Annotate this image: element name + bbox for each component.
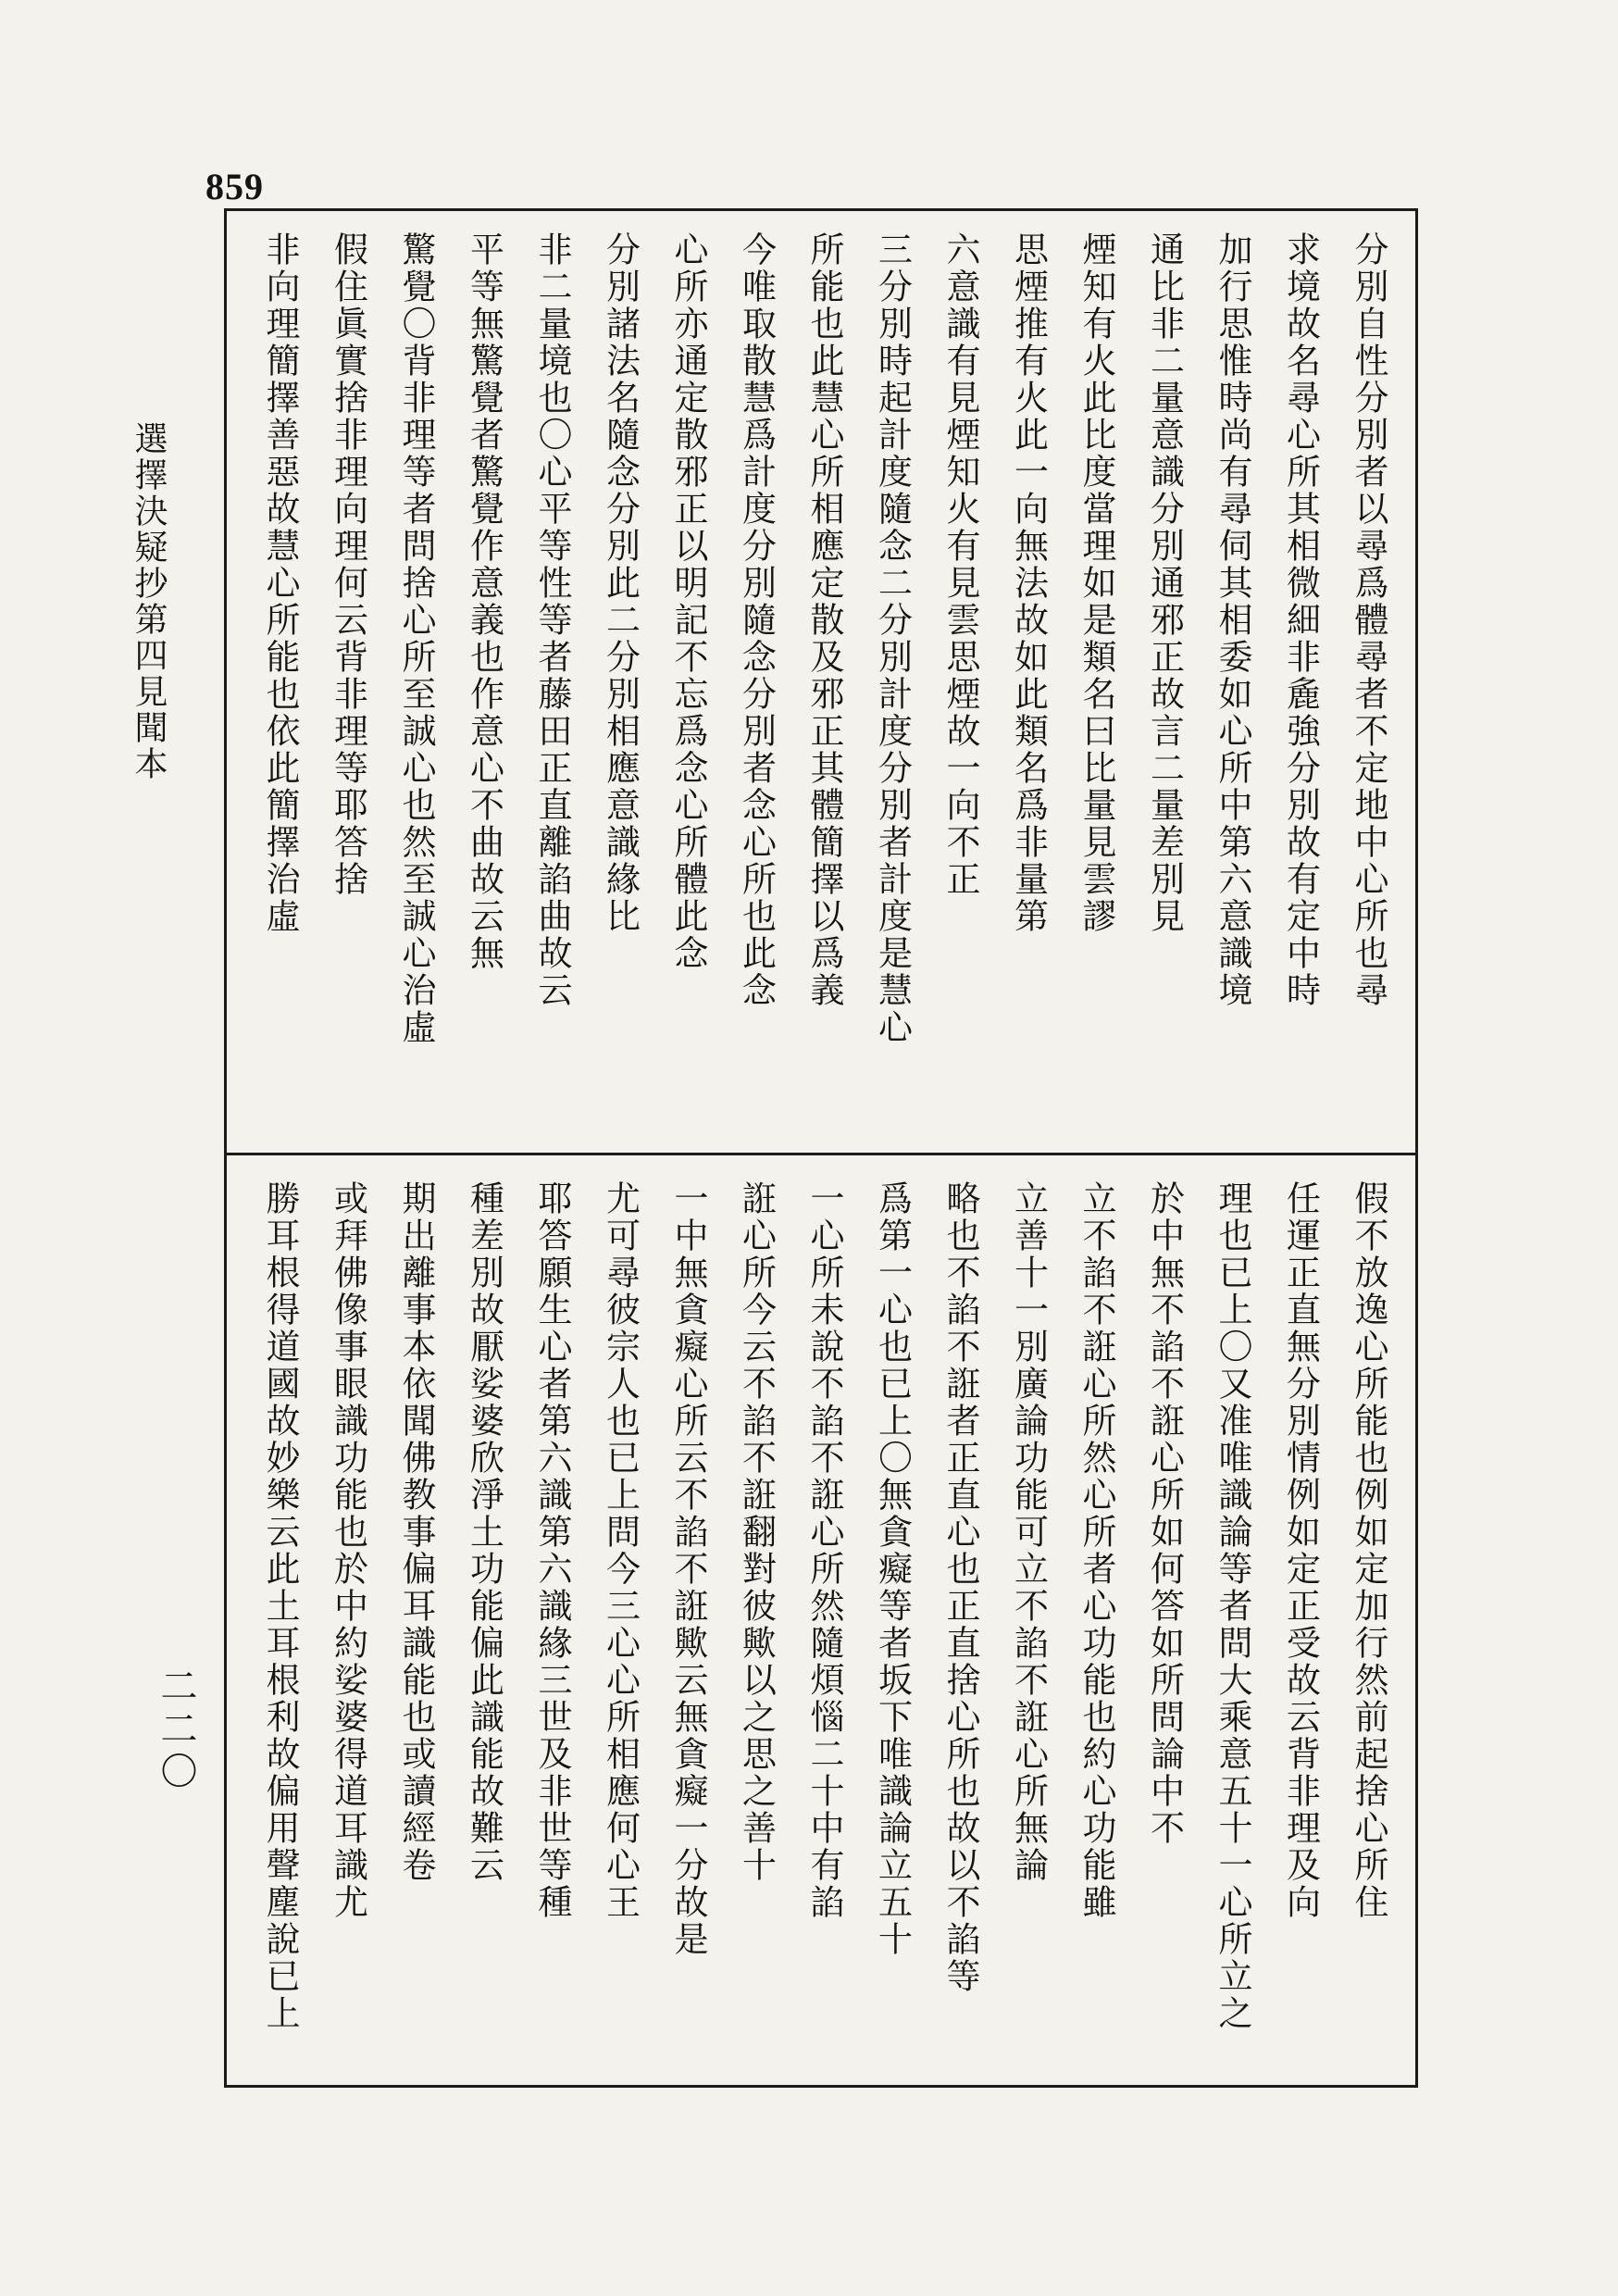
text-column: 任運正直無分別情例如定正受故云背非理及向 — [1280, 1180, 1321, 1921]
block-divider — [227, 1153, 1415, 1155]
text-column: 求境故名尋心所其相微細非麁強分別故有定中時 — [1280, 231, 1321, 1009]
text-column: 立不諂不誑心所然心所者心功能也約心功能雖 — [1077, 1180, 1116, 1921]
text-column: 煙知有火此比度當理如是類名曰比量見雲謬 — [1077, 231, 1116, 935]
text-column: 心所亦通定散邪正以明記不忘爲念心所體此念 — [668, 231, 708, 972]
text-column: 所能也此慧心所相應定散及邪正其體簡擇以爲義 — [804, 231, 844, 1009]
text-column: 非向理簡擇善惡故慧心所能也依此簡擇治虛 — [260, 231, 300, 935]
text-column: 加行思惟時尚有尋伺其相委如心所中第六意識境 — [1213, 231, 1252, 1009]
text-column: 種差別故厭娑婆欣淨土功能偏此識能故難云 — [464, 1180, 504, 1884]
text-column: 假不放逸心所能也例如定加行然前起捨心所住 — [1349, 1180, 1388, 1921]
text-column: 耶答願生心者第六識第六識緣三世及非世等種 — [532, 1180, 572, 1921]
text-column: 三分別時起計度隨念二分別計度分別者計度是慧心 — [872, 231, 913, 1046]
text-column: 假住眞實捨非理向理何云背非理等耶答捨 — [328, 231, 368, 898]
running-title: 選擇決疑抄第四見聞本 — [130, 421, 168, 782]
text-column: 一中無貪癡心所云不諂不誑歟云無貪癡一分故是 — [668, 1180, 708, 1958]
text-frame — [224, 208, 1418, 2088]
text-column: 通比非二量意識分別通邪正故言二量差別見 — [1144, 231, 1185, 935]
text-column: 六意識有見煙知火有見雲思煙故一向不正 — [940, 231, 980, 898]
text-column: 思煙推有火此一向無法故如此類名爲非量第 — [1008, 231, 1049, 935]
text-column: 立善十一別廣論功能可立不諂不誑心所無論 — [1008, 1180, 1049, 1884]
text-column: 非二量境也〇心平等性等者藤田正直離諂曲故云 — [532, 231, 572, 1009]
text-column: 今唯取散慧爲計度分別隨念分別者念心所也此念 — [736, 231, 777, 1009]
folio-number: 二二〇 — [155, 1666, 197, 1794]
lower-text-block — [227, 1160, 1415, 2086]
upper-text-block — [227, 211, 1415, 1151]
text-column: 分別諸法名隨念分別此二分別相應意識緣比 — [600, 231, 641, 935]
text-column: 平等無驚覺者驚覺作意義也作意心不曲故云無 — [464, 231, 504, 972]
text-column: 勝耳根得道國故妙樂云此土耳根利故偏用聲塵說已上 — [260, 1180, 300, 2032]
text-column: 誑心所今云不諂不誑翻對彼歟以之思之善十 — [736, 1180, 777, 1884]
text-column: 分別自性分別者以尋爲體尋者不定地中心所也尋 — [1349, 231, 1388, 1009]
text-column: 一心所未說不諂不誑心所然隨煩惱二十中有諂 — [804, 1180, 844, 1921]
text-column: 爲第一心也已上〇無貪癡等者坂下唯識論立五十 — [872, 1180, 913, 1958]
text-column: 尤可尋彼宗人也已上問今三心心所相應何心王 — [600, 1180, 641, 1921]
text-column: 於中無不諂不誑心所如何答如所問論中不 — [1144, 1180, 1185, 1847]
text-column: 略也不諂不誑者正直心也正直捨心所也故以不諂等 — [940, 1180, 980, 1995]
text-column: 期出離事本依聞佛教事偏耳識能也或讀經卷 — [396, 1180, 436, 1884]
text-column: 理也已上〇又准唯識論等者問大乘意五十一心所立之 — [1213, 1180, 1252, 2032]
page-number: 859 — [205, 166, 264, 207]
text-column: 或拜佛像事眼識功能也於中約娑婆得道耳識尤 — [328, 1180, 368, 1921]
text-column: 驚覺〇背非理等者問捨心所至誠心也然至誠心治虛 — [396, 231, 436, 1046]
